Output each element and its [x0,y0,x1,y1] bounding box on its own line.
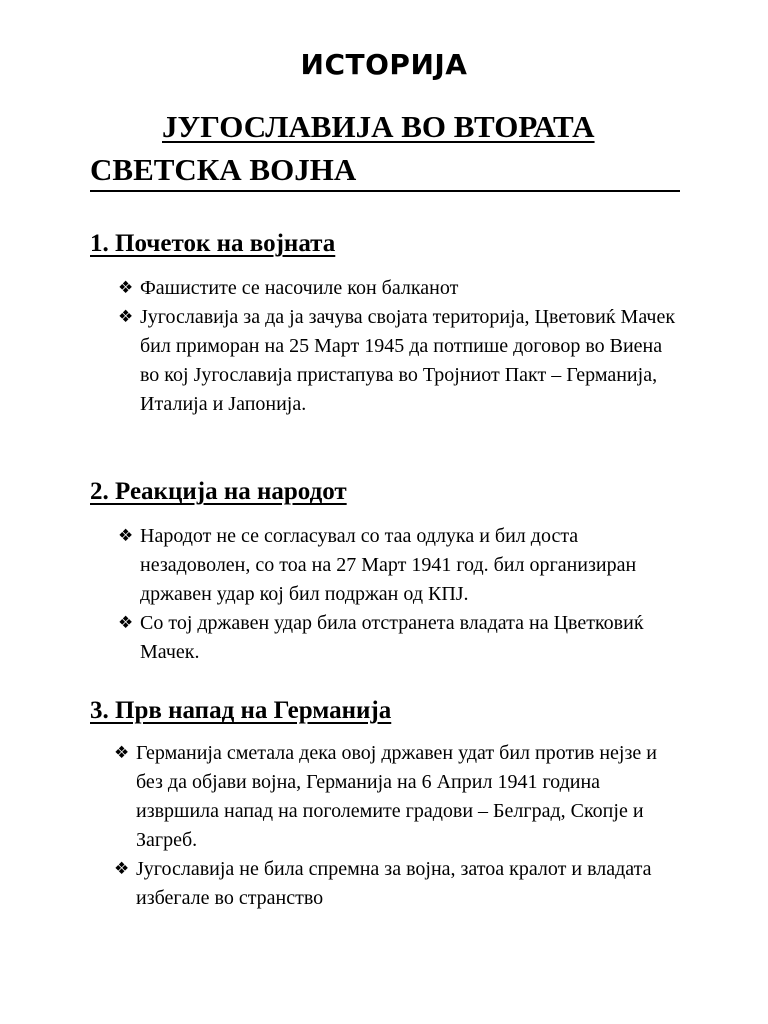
list-item [118,274,678,303]
bullet-text: Со тој државен удар била отстранета владата на Цветковиќ Мачек. [140,612,644,663]
bullet-text: Југославија за да ја зачува својата територија, Цветовиќ Мачек бил приморан на 25 Март 1945 да потпише договор во Виена во кој Југославија пристапува во Тројниот Пакт – Германија, Италија и Јапонија. [140,306,676,415]
diamond-bullet-icon: ❖ [114,743,130,763]
section-2-bullets [118,522,678,667]
bullet-text: Југославија не била спремна за војна, затоа кралот и владата избегале во странство [136,858,652,909]
bullet-text: Германија сметала дека овој државен удат бил против нејзе и без да објави војна, Германија на 6 Април 1941 година извршила напад на поголемите градови – Белград, Скопје и Загреб. [136,742,657,851]
diamond-bullet-icon: ❖ [118,278,134,298]
list-item [118,303,678,419]
list-item [118,609,678,667]
document-subtitle [90,104,680,192]
subtitle-line-2: СВЕТСКА ВОЈНА [90,150,680,192]
section-3-bullets [114,739,674,913]
bullet-text: Фашистите се насочиле кон балканот [140,277,459,299]
section-heading-2: 2. Реакција на народот [90,478,347,505]
diamond-bullet-icon: ❖ [118,307,134,327]
diamond-bullet-icon: ❖ [118,613,134,633]
section-1-bullets [118,274,678,419]
section-heading-3: 3. Прв напад на Германија [90,697,392,724]
subtitle-line-1: ЈУГОСЛАВИЈА ВО ВТОРАТА [162,109,595,144]
list-item [118,522,678,609]
section-heading-1: 1. Почеток на војната [90,230,336,257]
diamond-bullet-icon: ❖ [114,859,130,879]
list-item [114,739,674,855]
list-item [114,855,674,913]
bullet-text: Народот не се согласувал со таа одлука и бил доста незадоволен, со тоа на 27 Март 1941 год. бил организиран државен удар кој бил подржан од КПЈ. [140,525,637,605]
document-title: ИСТОРИЈА [300,48,468,81]
diamond-bullet-icon: ❖ [118,526,134,546]
